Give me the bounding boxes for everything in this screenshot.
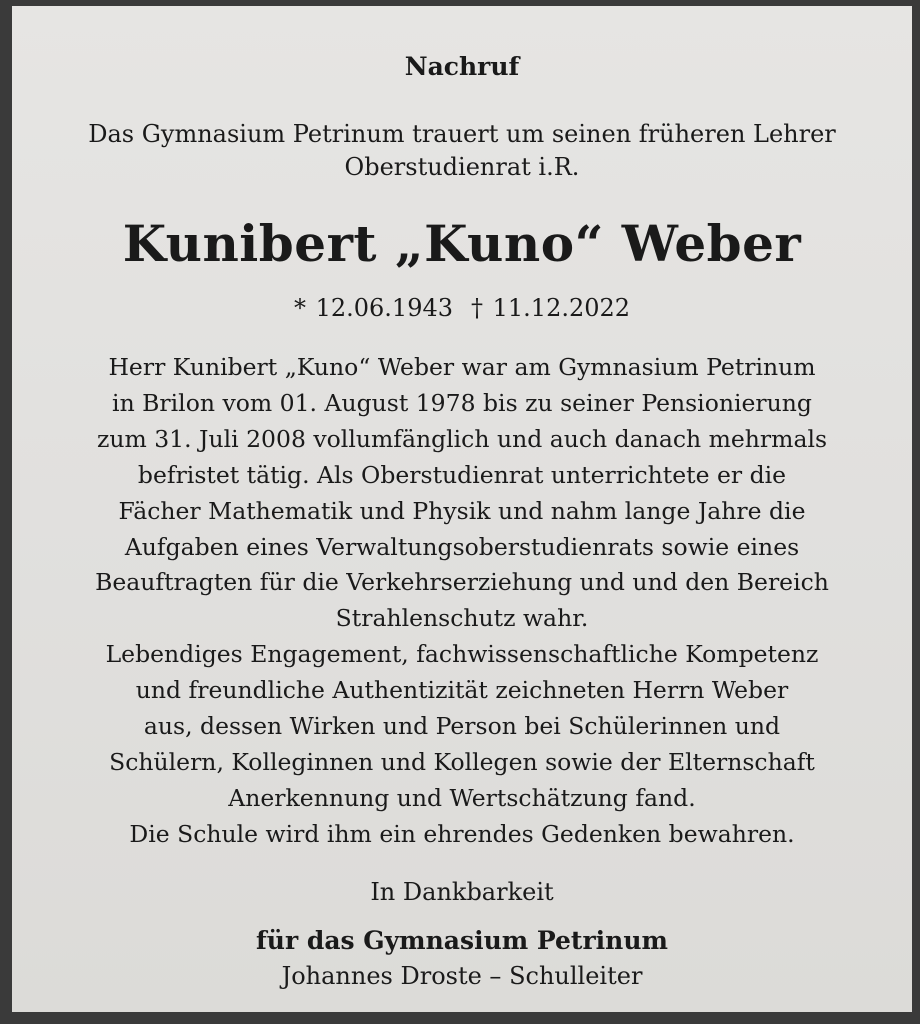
body-line: Aufgaben eines Verwaltungsoberstudienrats sowie eines — [124, 532, 800, 561]
deceased-name: Kunibert „Kuno“ Weber — [122, 214, 802, 273]
body-line: Die Schule wird ihm ein ehrendes Gedenken bewahren. — [129, 819, 795, 848]
intro-line: Oberstudienrat i.R. — [344, 153, 580, 181]
body-line: Anerkennung und Wertschätzung fand. — [228, 783, 696, 812]
organization-name: für das Gymnasium Petrinum — [256, 926, 668, 955]
death-date: † 11.12.2022 — [471, 294, 631, 322]
body-line: befristet tätig. Als Oberstudienrat unterrichtete er die — [137, 460, 787, 489]
obituary-body — [12, 350, 912, 853]
closing-phrase: In Dankbarkeit — [370, 878, 554, 906]
birth-date: * 12.06.1943 — [293, 294, 453, 322]
body-line: Schülern, Kolleginnen und Kollegen sowie der Elternschaft — [109, 747, 815, 776]
body-line: Strahlenschutz wahr. — [335, 604, 589, 633]
body-line: aus, dessen Wirken und Person bei Schülerinnen und — [143, 712, 781, 741]
body-line: in Brilon vom 01. August 1978 bis zu seiner Pensionierung — [112, 388, 812, 417]
body-line: Fächer Mathematik und Physik und nahm lange Jahre die — [118, 496, 806, 525]
life-dates — [12, 292, 912, 324]
body-line: zum 31. Juli 2008 vollumfänglich und auch danach mehrmals — [96, 424, 828, 453]
body-line: Herr Kunibert „Kuno“ Weber war am Gymnasium Petrinum — [108, 353, 816, 381]
notice-intro — [12, 118, 912, 184]
intro-line: Das Gymnasium Petrinum trauert um seinen früheren Lehrer — [88, 120, 836, 148]
body-line: und freundliche Authentizität zeichneten Herrn Weber — [135, 676, 789, 705]
body-line: Beauftragten für die Verkehrserziehung und und den Bereich — [95, 568, 829, 597]
notice-heading: Nachruf — [404, 52, 520, 81]
signer-name: Johannes Droste – Schulleiter — [281, 962, 643, 990]
body-line: Lebendiges Engagement, fachwissenschaftliche Kompetenz — [105, 640, 819, 669]
